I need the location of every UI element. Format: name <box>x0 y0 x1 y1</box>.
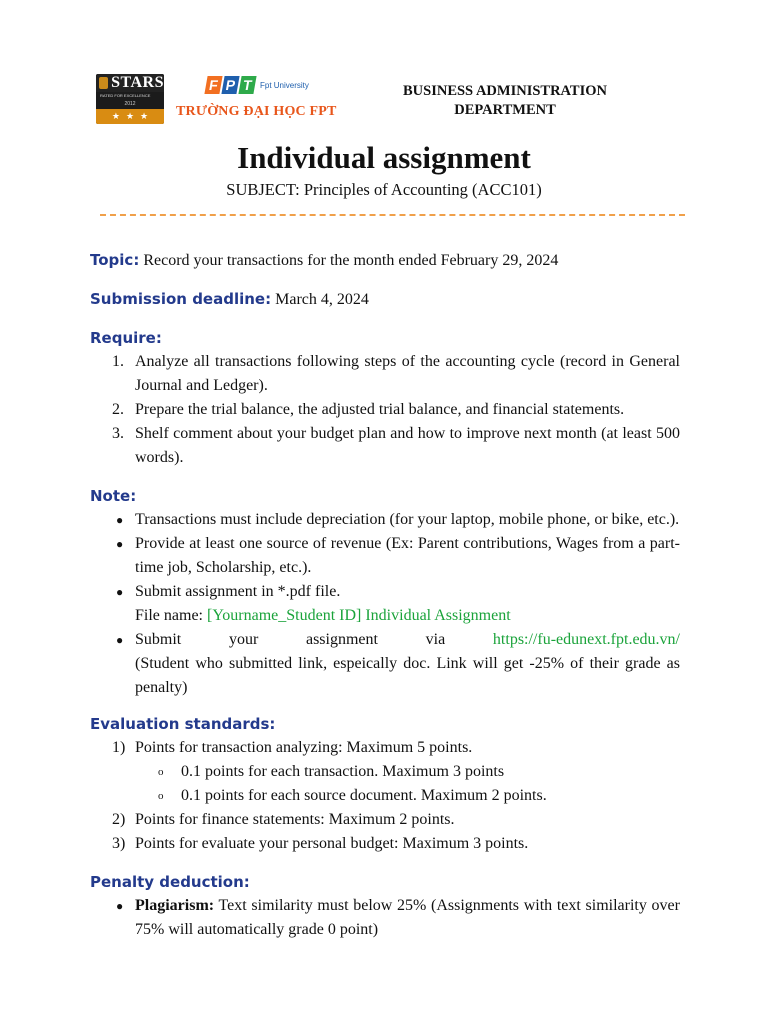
fpt-university-logo: F P T Fpt University TRƯỜNG ĐẠI HỌC FPT <box>176 77 337 119</box>
university-name: TRƯỜNG ĐẠI HỌC FPT <box>176 104 337 119</box>
require-heading: Require: <box>90 329 162 347</box>
topic-row <box>90 248 680 273</box>
assignment-body <box>90 248 680 942</box>
penalty-list <box>90 894 680 942</box>
submission-link[interactable]: https://fu-edunext.fpt.edu.vn/ <box>492 631 680 648</box>
list-item: ● Submit assignment in *.pdf file. File name: [Yourname_Student ID] Individual Assignment <box>90 580 680 628</box>
list-item: 3) Points for evaluate your personal budget: Maximum 3 points. <box>112 835 529 852</box>
list-item: ● Submit your assignment via https://fu-edunext.fpt.edu.vn/ (Student who submitted link, espeically doc. Link will get -25% of their grade as penalty) <box>90 628 680 700</box>
qs-badge-icon <box>99 77 108 89</box>
list-item: 1) Points for transaction analyzing: Maximum 5 points. <box>112 739 473 756</box>
bullet-icon: ● <box>116 633 124 647</box>
list-item: ● Plagiarism: Text similarity must below 25% (Assignments with text similarity over 75% will automatically grade 0 point) <box>90 894 680 942</box>
bullet-icon: ● <box>116 537 124 551</box>
fpt-logo-icon: F P T <box>206 76 255 94</box>
deadline-row <box>90 287 680 312</box>
deadline-text: March 4, 2024 <box>275 291 369 308</box>
bullet-icon: ● <box>116 899 124 913</box>
topic-label: Topic: <box>90 251 140 269</box>
list-item: 3. Shelf comment about your budget plan and how to improve next month (at least 500 words). <box>112 425 680 466</box>
department-header: BUSINESS ADMINISTRATION DEPARTMENT <box>403 83 607 118</box>
penalty-heading: Penalty deduction: <box>90 873 250 891</box>
dashed-divider <box>100 214 685 216</box>
note-list <box>90 508 680 700</box>
require-list <box>90 350 680 470</box>
circle-bullet-icon: o <box>158 766 164 778</box>
stars-rating-logo: STARS RATED FOR EXCELLENCE 2012 ★ ★ ★ <box>96 74 164 124</box>
bullet-icon: ● <box>116 513 124 527</box>
deadline-label: Submission deadline: <box>90 290 272 308</box>
list-item: 1. Analyze all transactions following steps of the accounting cycle (record in General Journal and Ledger). <box>112 353 680 394</box>
page-title: Individual assignment <box>237 140 531 175</box>
list-item: 2. Prepare the trial balance, the adjusted trial balance, and financial statements. <box>112 401 625 418</box>
evaluation-list <box>90 736 680 760</box>
list-item: ● Provide at least one source of revenue (Ex: Parent contributions, Wages from a part-time job, Scholarship, etc.). <box>90 532 680 580</box>
star-rating-icon: ★ ★ ★ <box>96 109 164 124</box>
circle-bullet-icon: o <box>158 790 164 802</box>
bullet-icon: ● <box>116 585 124 599</box>
list-item: ● Transactions must include depreciation (for your laptop, mobile phone, or bike, etc.). <box>90 508 680 532</box>
subject-line: SUBJECT: Principles of Accounting (ACC101) <box>226 180 542 199</box>
list-item: o 0.1 points for each transaction. Maximum 3 points <box>90 760 680 784</box>
topic-text: Record your transactions for the month ended February 29, 2024 <box>143 252 559 269</box>
evaluation-heading: Evaluation standards: <box>90 715 276 733</box>
list-item: o 0.1 points for each source document. Maximum 2 points. <box>90 784 680 808</box>
note-heading: Note: <box>90 487 137 505</box>
list-item: 2) Points for finance statements: Maximum 2 points. <box>112 811 455 828</box>
file-name-label: File name: <box>135 607 203 624</box>
file-name-value: [Yourname_Student ID] Individual Assignment <box>206 607 511 624</box>
